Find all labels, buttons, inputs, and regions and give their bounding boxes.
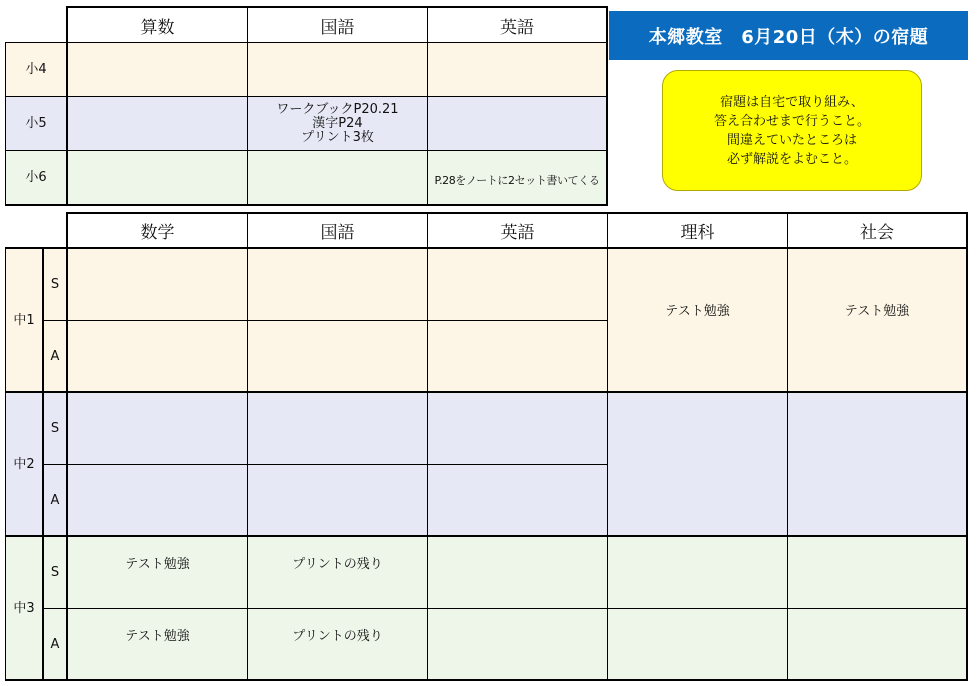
sub-label-a: A [50,636,60,652]
sub-label-a: A [50,492,60,508]
sub-label-s: S [50,565,60,580]
page-title: 本郷教室 6月20日（木）の宿題 [609,11,968,60]
header-sansu: 算数 [140,17,175,38]
homework-note [662,70,922,191]
cell-chu1-rika: テスト勉強 [665,303,730,319]
cell-sho6-eigo: P.28をノートに2セット書いてくる [434,173,600,187]
row-fill-sho4 [5,43,608,97]
header-kokugo: 国語 [320,17,355,38]
note-line-1: 宿題は自宅で取り組み、 [720,94,864,110]
cell-chu3-a-kokugo: プリントの残り [292,629,383,644]
row-label-sho5: 小5 [25,116,47,131]
header-eigo: 英語 [500,17,534,38]
cell-chu3-s-sugaku: テスト勉強 [125,557,190,572]
note-line-4: 必ず解説をよむこと。 [726,151,857,167]
cell-sho5-kokugo: ワークブックP20.21 漢字P24 プリント3枚 [276,101,399,145]
sub-label-a: A [50,348,60,364]
header-shakai: 社会 [860,223,894,243]
cell-chu1-shakai: テスト勉強 [844,303,910,319]
cell-chu3-a-sugaku: テスト勉強 [125,629,190,644]
header-kokugo-middle: 国語 [320,223,355,243]
row-label-sho6: 小6 [25,170,47,185]
cell-chu3-s-kokugo: プリントの残り [292,557,383,572]
grade-label-chu2: 中2 [13,456,35,472]
note-line-2: 答え合わせまで行うこと。 [713,113,870,129]
sub-label-s: S [50,421,60,436]
header-sugaku: 数学 [140,223,175,243]
row-label-sho4: 小4 [25,62,47,77]
sub-label-s: S [50,277,60,292]
header-eigo-middle: 英語 [500,223,535,243]
grade-label-chu3: 中3 [13,600,35,616]
note-line-3: 間違えていたところは [726,132,857,148]
header-rika: 理科 [680,223,715,243]
grade-label-chu1: 中1 [13,312,35,328]
